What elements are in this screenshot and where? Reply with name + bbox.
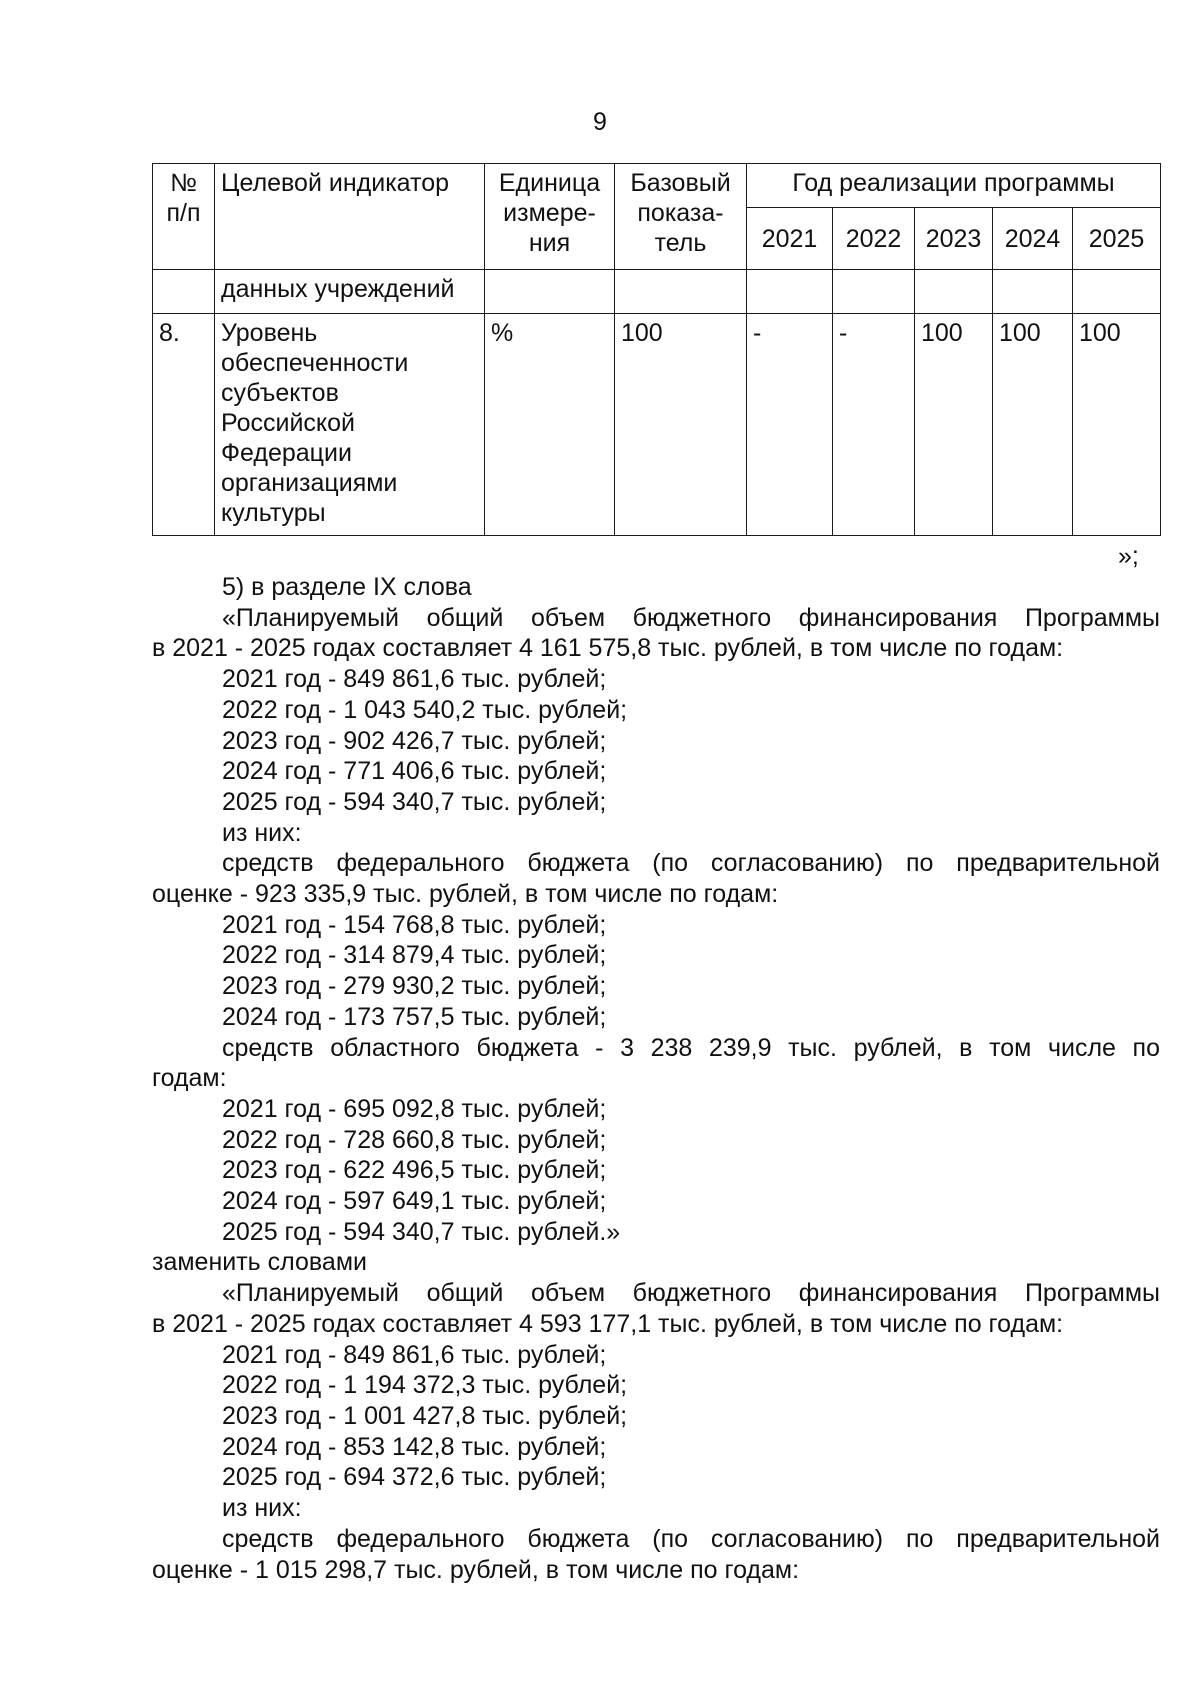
body-text [152, 572, 1160, 1585]
text-line: 2025 год - 594 340,7 тыс. рублей; [222, 787, 607, 816]
text-line: 2022 год - 1 043 540,2 тыс. рублей; [222, 695, 628, 724]
text-line: 2021 год - 154 768,8 тыс. рублей; [222, 910, 607, 939]
cell-year: - [833, 314, 915, 536]
header-years-group: Год реализации программы [747, 164, 1161, 208]
cell-indicator: данных учреждений [215, 270, 485, 314]
cell-base: 100 [615, 314, 747, 536]
header-year: 2025 [1073, 208, 1161, 270]
text-line: заменить словами [152, 1248, 367, 1277]
text-line: из них: [222, 1494, 302, 1523]
text-line: 2023 год - 902 426,7 тыс. рублей; [222, 726, 607, 755]
text-line: средств областного бюджета - 3 238 239,9 тыс. рублей, в том числе по [222, 1033, 1160, 1062]
text-line: годам: [152, 1064, 227, 1093]
cell-num [153, 270, 215, 314]
text-line: 2024 год - 597 649,1 тыс. рублей; [222, 1187, 607, 1216]
cell-num: 8. [153, 314, 215, 536]
cell-unit [485, 270, 615, 314]
header-year: 2022 [833, 208, 915, 270]
text-line: в 2021 - 2025 годах составляет 4 161 575,8 тыс. рублей, в том числе по годам: [152, 634, 1064, 663]
text-line: средств федерального бюджета (по согласованию) по предварительной [222, 1524, 1160, 1553]
text-line: средств федерального бюджета (по согласованию) по предварительной [222, 849, 1160, 878]
text-line: оценке - 923 335,9 тыс. рублей, в том числе по годам: [152, 880, 779, 909]
cell-year: - [747, 314, 833, 536]
cell-year [1073, 270, 1161, 314]
text-line: 2023 год - 622 496,5 тыс. рублей; [222, 1156, 607, 1185]
table-row [153, 314, 1161, 536]
cell-base [615, 270, 747, 314]
cell-year: 100 [993, 314, 1073, 536]
text-line: «Планируемый общий объем бюджетного финансирования Программы [222, 1279, 1160, 1308]
table-row [153, 270, 1161, 314]
indicators-table [152, 163, 1161, 536]
cell-year: 100 [915, 314, 993, 536]
cell-year: 100 [1073, 314, 1161, 536]
cell-year [993, 270, 1073, 314]
page-number: 9 [593, 108, 607, 136]
text-line: 2025 год - 594 340,7 тыс. рублей.» [222, 1217, 621, 1246]
text-line: 2021 год - 849 861,6 тыс. рублей; [222, 665, 607, 694]
header-year: 2024 [993, 208, 1073, 270]
closing-quote: »; [1118, 542, 1139, 570]
text-line: 2022 год - 314 879,4 тыс. рублей; [222, 941, 607, 970]
cell-indicator: Уровень обеспеченности субъектов Российской Федерации организациями культуры [215, 314, 485, 536]
text-line: оценке - 1 015 298,7 тыс. рублей, в том числе по годам: [152, 1555, 800, 1584]
cell-unit: % [485, 314, 615, 536]
text-line: 2024 год - 771 406,6 тыс. рублей; [222, 757, 607, 786]
table-header-row [153, 164, 1161, 208]
text-line: 2022 год - 1 194 372,3 тыс. рублей; [222, 1371, 628, 1400]
header-num: № п/п [153, 164, 215, 270]
text-line: 2021 год - 695 092,8 тыс. рублей; [222, 1094, 607, 1123]
header-unit: Единица измере-ния [485, 164, 615, 270]
text-line: 2025 год - 694 372,6 тыс. рублей; [222, 1463, 607, 1492]
text-line: 2024 год - 853 142,8 тыс. рублей; [222, 1432, 607, 1461]
header-year: 2021 [747, 208, 833, 270]
text-line: 2023 год - 1 001 427,8 тыс. рублей; [222, 1401, 628, 1430]
cell-year [915, 270, 993, 314]
header-base: Базовый показа-тель [615, 164, 747, 270]
text-line: 2022 год - 728 660,8 тыс. рублей; [222, 1125, 607, 1154]
text-line: из них: [222, 818, 302, 847]
text-line: 2023 год - 279 930,2 тыс. рублей; [222, 972, 607, 1001]
cell-year [747, 270, 833, 314]
header-year: 2023 [915, 208, 993, 270]
text-line: 2021 год - 849 861,6 тыс. рублей; [222, 1340, 607, 1369]
header-indicator: Целевой индикатор [215, 164, 485, 270]
text-line: 2024 год - 173 757,5 тыс. рублей; [222, 1002, 607, 1031]
text-line: «Планируемый общий объем бюджетного финансирования Программы [222, 603, 1160, 632]
text-line: в 2021 - 2025 годах составляет 4 593 177,1 тыс. рублей, в том числе по годам: [152, 1309, 1064, 1338]
cell-year [833, 270, 915, 314]
text-line: 5) в разделе IX слова [222, 573, 472, 601]
